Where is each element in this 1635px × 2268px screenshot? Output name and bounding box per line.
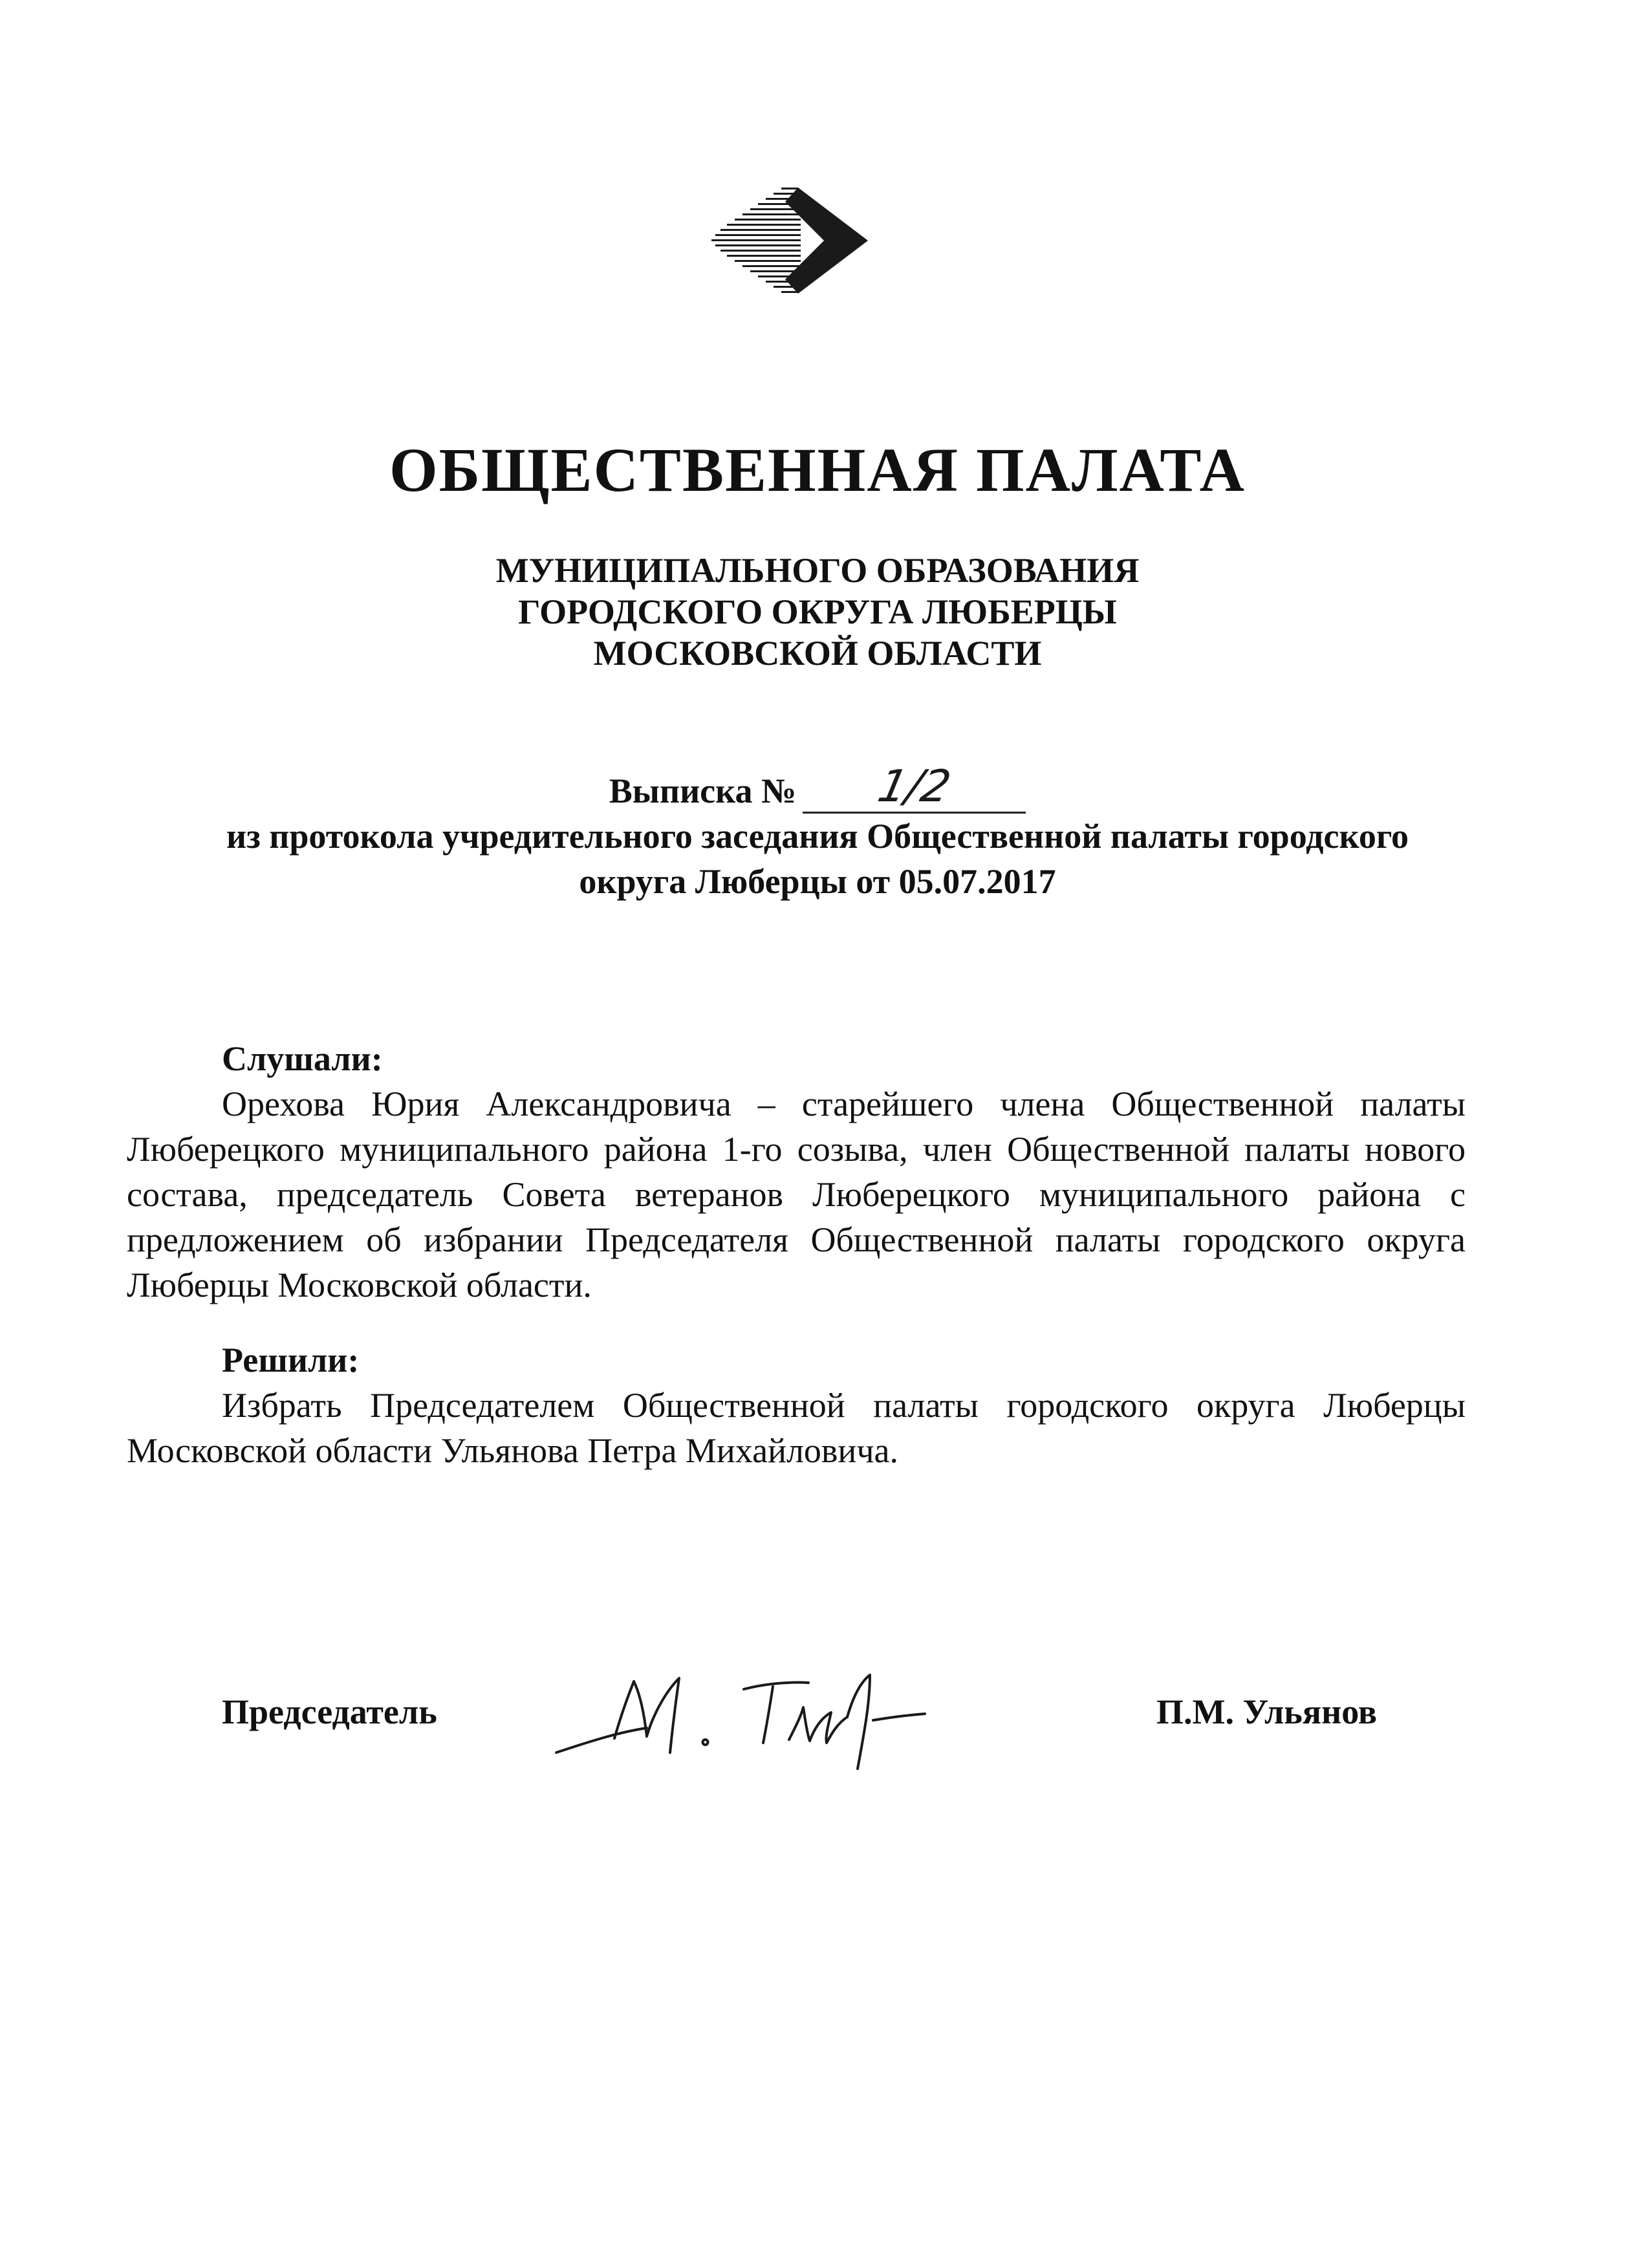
subtitle-line: ГОРОДСКОГО ОКРУГА ЛЮБЕРЦЫ xyxy=(518,592,1117,631)
signatory-name: П.М. Ульянов xyxy=(1156,1692,1378,1731)
extract-number-field xyxy=(803,761,1026,814)
extract-label: Выписка № xyxy=(609,772,797,810)
heard-heading: Слушали: xyxy=(222,1039,383,1078)
protocol-line: из протокола учредительного заседания Общественной палаты городского xyxy=(226,817,1409,856)
document-title: ОБЩЕСТВЕННАЯ ПАЛАТА xyxy=(389,435,1246,504)
protocol-line: округа Люберцы от 05.07.2017 xyxy=(579,862,1056,901)
handwritten-signature-icon xyxy=(543,1656,944,1785)
extract-number-line xyxy=(0,761,1635,814)
subtitle-line: МОСКОВСКОЙ ОБЛАСТИ xyxy=(593,634,1042,673)
heard-text: Орехова Юрия Александровича – старейшего члена Общественной палаты Люберецкого муниципального района 1-го созыва, член Общественной палаты нового состава, председатель Совета ветеранов Люберецкого муниципального района с предложением об избрании Председателя Общественной палаты городского округа Люберцы Московской области. xyxy=(127,1085,1466,1304)
signature-block xyxy=(0,1656,1635,1785)
decided-heading: Решили: xyxy=(222,1341,360,1379)
subtitle-line: МУНИЦИПАЛЬНОГО ОБРАЗОВАНИЯ xyxy=(495,551,1140,590)
extract-number: 1/2 xyxy=(873,761,955,812)
decided-text: Избрать Председателем Общественной палаты городского округа Люберцы Московской области Ульянова Петра Михайловича. xyxy=(127,1386,1466,1470)
protocol-reference xyxy=(0,814,1635,904)
public-chamber-logo-icon xyxy=(709,182,871,299)
signatory-role: Председатель xyxy=(222,1692,437,1731)
organization-subtitle xyxy=(0,550,1635,674)
